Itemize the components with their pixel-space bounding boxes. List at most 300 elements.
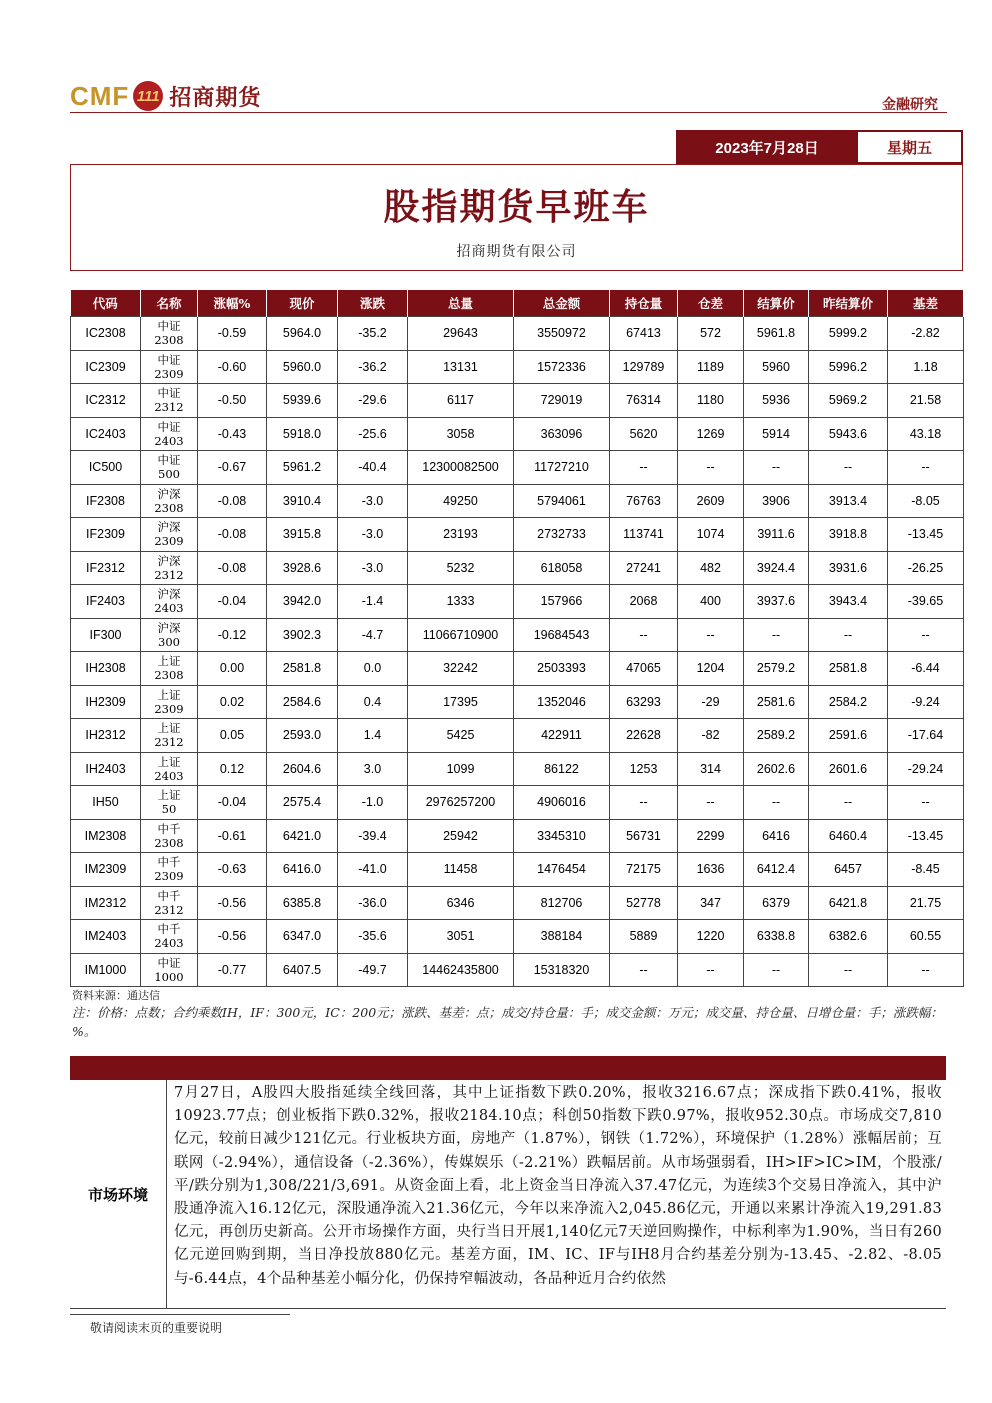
contract-code: IM2309 — [71, 853, 141, 887]
contract-name-index: 沪深 — [157, 553, 181, 568]
contract-name-index: 沪深 — [157, 587, 181, 602]
contract-name-index: 中证 — [157, 453, 181, 468]
contract-name — [141, 551, 198, 585]
table-header-cell: 持仓量 — [610, 290, 678, 317]
table-cell: 618058 — [514, 551, 610, 585]
table-header-cell: 现价 — [267, 290, 338, 317]
table-cell: 11458 — [408, 853, 514, 887]
table-cell: 3058 — [408, 417, 514, 451]
table-cell: 5960.0 — [267, 350, 338, 384]
company-name: 招商期货有限公司 — [456, 244, 577, 260]
table-cell: 0.02 — [198, 685, 267, 719]
table-cell: 3910.4 — [267, 484, 338, 518]
table-cell: 1572336 — [514, 350, 610, 384]
table-cell: -41.0 — [338, 853, 408, 887]
table-cell: 3924.4 — [744, 551, 809, 585]
page-title: 股指期货早班车 — [383, 186, 650, 228]
table-cell: -- — [610, 618, 678, 652]
table-cell: 157966 — [514, 585, 610, 619]
table-cell: 3.0 — [338, 752, 408, 786]
table-cell: 43.18 — [888, 417, 964, 451]
table-cell: -- — [809, 786, 888, 820]
contract-name — [141, 350, 198, 384]
table-row — [71, 350, 964, 384]
table-cell: 6347.0 — [267, 920, 338, 954]
table-cell: -36.2 — [338, 350, 408, 384]
table-cell: -- — [610, 451, 678, 485]
section-label: 市场环境 — [70, 1080, 167, 1308]
table-cell: -25.6 — [338, 417, 408, 451]
table-cell: 2581.8 — [809, 652, 888, 686]
contract-name — [141, 886, 198, 920]
table-cell: -2.82 — [888, 317, 964, 351]
table-cell: 2584.6 — [267, 685, 338, 719]
company-logo — [70, 78, 261, 114]
table-cell: 76314 — [610, 384, 678, 418]
table-row — [71, 685, 964, 719]
table-cell: 32242 — [408, 652, 514, 686]
table-cell: -3.0 — [338, 518, 408, 552]
table-cell: 400 — [678, 585, 744, 619]
table-cell: -29.24 — [888, 752, 964, 786]
table-cell: -0.59 — [198, 317, 267, 351]
table-row — [71, 551, 964, 585]
contract-name — [141, 618, 198, 652]
table-cell: -0.61 — [198, 819, 267, 853]
table-cell: 5943.6 — [809, 417, 888, 451]
contract-name-index: 中证 — [157, 319, 181, 334]
table-row — [71, 953, 964, 987]
table-cell: -26.25 — [888, 551, 964, 585]
table-cell: -39.4 — [338, 819, 408, 853]
table-cell: -- — [809, 618, 888, 652]
contract-name-index: 上证 — [157, 754, 181, 769]
header-divider — [70, 112, 947, 113]
contract-name — [141, 719, 198, 753]
table-cell: 5914 — [744, 417, 809, 451]
table-cell: 13131 — [408, 350, 514, 384]
table-cell: 23193 — [408, 518, 514, 552]
table-row — [71, 484, 964, 518]
report-date: 2023年7月28日 — [678, 132, 856, 162]
table-cell: 2584.2 — [809, 685, 888, 719]
contract-name-month: 2312 — [154, 902, 184, 917]
table-cell: 2581.6 — [744, 685, 809, 719]
table-cell: -35.2 — [338, 317, 408, 351]
table-cell: 572 — [678, 317, 744, 351]
table-cell: -17.64 — [888, 719, 964, 753]
contract-name-index: 中证 — [157, 955, 181, 970]
table-cell: 60.55 — [888, 920, 964, 954]
table-cell: -35.6 — [338, 920, 408, 954]
contract-name-index: 中千 — [157, 922, 181, 937]
contract-name-index: 上证 — [157, 788, 181, 803]
contract-code: IH2403 — [71, 752, 141, 786]
table-cell: -- — [888, 786, 964, 820]
logo-chinese: 招商期货 — [169, 84, 262, 111]
table-header-cell: 基差 — [888, 290, 964, 317]
contract-name-month: 500 — [158, 467, 180, 482]
table-cell: -- — [744, 618, 809, 652]
table-cell: 363096 — [514, 417, 610, 451]
contract-name-month: 300 — [158, 634, 180, 649]
table-cell: 2579.2 — [744, 652, 809, 686]
table-cell: -4.7 — [338, 618, 408, 652]
table-cell: -0.08 — [198, 518, 267, 552]
contract-code: IH50 — [71, 786, 141, 820]
table-header-row — [71, 290, 964, 317]
table-cell: -0.12 — [198, 618, 267, 652]
table-cell: 5969.2 — [809, 384, 888, 418]
table-cell: 11727210 — [514, 451, 610, 485]
contract-name — [141, 685, 198, 719]
table-cell: -- — [888, 953, 964, 987]
contract-name — [141, 652, 198, 686]
table-cell: -9.24 — [888, 685, 964, 719]
table-cell: 347 — [678, 886, 744, 920]
table-row — [71, 317, 964, 351]
contract-name-month: 2308 — [154, 835, 184, 850]
contract-code: IM1000 — [71, 953, 141, 987]
report-weekday: 星期五 — [856, 132, 961, 162]
table-cell: -0.04 — [198, 585, 267, 619]
table-cell: 3051 — [408, 920, 514, 954]
contract-code: IC2308 — [71, 317, 141, 351]
logo-badge-icon: 111 — [133, 81, 163, 111]
table-row — [71, 886, 964, 920]
table-cell: 2604.6 — [267, 752, 338, 786]
table-cell: 1.4 — [338, 719, 408, 753]
table-cell: -82 — [678, 719, 744, 753]
table-cell: 6385.8 — [267, 886, 338, 920]
contract-name-month: 2309 — [154, 869, 184, 884]
table-cell: 5889 — [610, 920, 678, 954]
table-cell: 5425 — [408, 719, 514, 753]
table-cell: 0.12 — [198, 752, 267, 786]
contract-code: IF2312 — [71, 551, 141, 585]
table-header-cell: 昨结算价 — [809, 290, 888, 317]
table-cell: 2068 — [610, 585, 678, 619]
table-row — [71, 384, 964, 418]
table-cell: 2601.6 — [809, 752, 888, 786]
contract-name-month: 2403 — [154, 768, 184, 783]
table-cell: -8.05 — [888, 484, 964, 518]
table-cell: 729019 — [514, 384, 610, 418]
table-cell: 3915.8 — [267, 518, 338, 552]
table-cell: 1269 — [678, 417, 744, 451]
contract-name-index: 上证 — [157, 687, 181, 702]
contract-name-month: 2312 — [154, 400, 184, 415]
table-cell: -6.44 — [888, 652, 964, 686]
table-cell: 1253 — [610, 752, 678, 786]
table-cell: 6460.4 — [809, 819, 888, 853]
table-cell: 56731 — [610, 819, 678, 853]
table-cell: -- — [610, 953, 678, 987]
table-cell: 6407.5 — [267, 953, 338, 987]
contract-name-index: 上证 — [157, 654, 181, 669]
table-cell: -3.0 — [338, 484, 408, 518]
table-cell: 22628 — [610, 719, 678, 753]
table-row — [71, 719, 964, 753]
market-environment-section — [70, 1080, 946, 1309]
table-cell: 3913.4 — [809, 484, 888, 518]
table-cell: -- — [678, 618, 744, 652]
contract-name-index: 沪深 — [157, 620, 181, 635]
table-cell: 3928.6 — [267, 551, 338, 585]
contract-code: IH2312 — [71, 719, 141, 753]
table-header-cell: 涨跌 — [338, 290, 408, 317]
contract-name-index: 中千 — [157, 888, 181, 903]
table-cell: -- — [678, 451, 744, 485]
contract-code: IH2309 — [71, 685, 141, 719]
table-cell: 3345310 — [514, 819, 610, 853]
table-cell: 6412.4 — [744, 853, 809, 887]
table-cell: 482 — [678, 551, 744, 585]
contract-code: IC2312 — [71, 384, 141, 418]
contract-name — [141, 451, 198, 485]
table-body — [71, 317, 964, 987]
table-cell: -- — [744, 786, 809, 820]
table-cell: -0.08 — [198, 551, 267, 585]
table-cell: 3911.6 — [744, 518, 809, 552]
contract-name-index: 中证 — [157, 419, 181, 434]
table-cell: 1189 — [678, 350, 744, 384]
table-cell: -0.56 — [198, 920, 267, 954]
table-cell: 4906016 — [514, 786, 610, 820]
table-cell: 1.18 — [888, 350, 964, 384]
contract-name-month: 1000 — [154, 969, 184, 984]
table-cell: 1333 — [408, 585, 514, 619]
table-cell: 1099 — [408, 752, 514, 786]
table-cell: 3906 — [744, 484, 809, 518]
table-cell: -8.45 — [888, 853, 964, 887]
table-cell: 5996.2 — [809, 350, 888, 384]
table-cell: 1476454 — [514, 853, 610, 887]
contract-name — [141, 819, 198, 853]
contract-name-index: 中千 — [157, 855, 181, 870]
table-cell: -13.45 — [888, 819, 964, 853]
table-cell: 6346 — [408, 886, 514, 920]
contract-name — [141, 853, 198, 887]
table-row — [71, 417, 964, 451]
table-cell: 2581.8 — [267, 652, 338, 686]
table-cell: 6382.6 — [809, 920, 888, 954]
data-source: 资料来源：通达信 — [72, 989, 160, 1002]
contract-name — [141, 484, 198, 518]
contract-code: IM2308 — [71, 819, 141, 853]
table-row — [71, 786, 964, 820]
department-label: 金融研究 — [882, 97, 938, 113]
table-cell: 0.4 — [338, 685, 408, 719]
futures-quote-table — [70, 290, 964, 987]
contract-name — [141, 920, 198, 954]
contract-name-index: 沪深 — [157, 520, 181, 535]
table-cell: -49.7 — [338, 953, 408, 987]
contract-name — [141, 953, 198, 987]
table-cell: 5961.8 — [744, 317, 809, 351]
table-cell: 2589.2 — [744, 719, 809, 753]
table-cell: -0.50 — [198, 384, 267, 418]
contract-name — [141, 317, 198, 351]
logo-latin: CMF — [70, 80, 130, 111]
footer-notice: 敬请阅读末页的重要说明 — [90, 1321, 223, 1335]
table-cell: 1180 — [678, 384, 744, 418]
table-row — [71, 585, 964, 619]
table-cell: 6379 — [744, 886, 809, 920]
contract-code: IM2403 — [71, 920, 141, 954]
table-row — [71, 920, 964, 954]
table-cell: 29643 — [408, 317, 514, 351]
table-cell: -- — [888, 618, 964, 652]
table-cell: -0.43 — [198, 417, 267, 451]
table-cell: 1204 — [678, 652, 744, 686]
table-cell: 5960 — [744, 350, 809, 384]
table-cell: -- — [678, 786, 744, 820]
table-cell: -39.65 — [888, 585, 964, 619]
table-cell: -3.0 — [338, 551, 408, 585]
table-cell: 72175 — [610, 853, 678, 887]
table-cell: 1074 — [678, 518, 744, 552]
table-cell: 6457 — [809, 853, 888, 887]
table-cell: 17395 — [408, 685, 514, 719]
table-cell: 113741 — [610, 518, 678, 552]
table-cell: 3942.0 — [267, 585, 338, 619]
table-cell: -- — [809, 451, 888, 485]
table-cell: -0.04 — [198, 786, 267, 820]
table-cell: -0.60 — [198, 350, 267, 384]
table-row — [71, 819, 964, 853]
contract-name-month: 2309 — [154, 701, 184, 716]
contract-name-month: 2308 — [154, 333, 184, 348]
table-header-cell: 总金额 — [514, 290, 610, 317]
table-cell: -40.4 — [338, 451, 408, 485]
table-cell: -0.67 — [198, 451, 267, 485]
table-cell: 6416 — [744, 819, 809, 853]
table-cell: -29.6 — [338, 384, 408, 418]
table-cell: 5918.0 — [267, 417, 338, 451]
table-cell: 129789 — [610, 350, 678, 384]
table-row — [71, 853, 964, 887]
table-row — [71, 451, 964, 485]
table-row — [71, 752, 964, 786]
contract-name — [141, 752, 198, 786]
table-cell: 21.58 — [888, 384, 964, 418]
contract-name — [141, 417, 198, 451]
table-header-cell: 涨幅% — [198, 290, 267, 317]
table-cell: -- — [809, 953, 888, 987]
table-cell: 2602.6 — [744, 752, 809, 786]
table-cell: 5620 — [610, 417, 678, 451]
contract-name-month: 2403 — [154, 433, 184, 448]
table-cell: -- — [744, 953, 809, 987]
table-cell: 5961.2 — [267, 451, 338, 485]
table-cell: 3918.8 — [809, 518, 888, 552]
table-cell: 47065 — [610, 652, 678, 686]
contract-code: IH2308 — [71, 652, 141, 686]
table-header-cell: 名称 — [141, 290, 198, 317]
table-cell: 15318320 — [514, 953, 610, 987]
contract-code: IF2308 — [71, 484, 141, 518]
table-cell: 27241 — [610, 551, 678, 585]
table-cell: 21.75 — [888, 886, 964, 920]
table-cell: 3931.6 — [809, 551, 888, 585]
contract-name-month: 2308 — [154, 668, 184, 683]
table-cell: -- — [610, 786, 678, 820]
table-header-cell: 仓差 — [678, 290, 744, 317]
contract-name — [141, 518, 198, 552]
table-cell: 25942 — [408, 819, 514, 853]
table-row — [71, 652, 964, 686]
contract-code: IF300 — [71, 618, 141, 652]
table-cell: 2575.4 — [267, 786, 338, 820]
table-cell: 67413 — [610, 317, 678, 351]
table-cell: 11066710900 — [408, 618, 514, 652]
table-cell: 5999.2 — [809, 317, 888, 351]
table-cell: 2976257200 — [408, 786, 514, 820]
table-cell: 3937.6 — [744, 585, 809, 619]
table-cell: 2591.6 — [809, 719, 888, 753]
contract-code: IF2403 — [71, 585, 141, 619]
table-cell: 0.00 — [198, 652, 267, 686]
contract-name — [141, 585, 198, 619]
contract-name-month: 2309 — [154, 366, 184, 381]
table-cell: 0.0 — [338, 652, 408, 686]
table-cell: -1.4 — [338, 585, 408, 619]
contract-code: IF2309 — [71, 518, 141, 552]
contract-name-month: 2403 — [154, 601, 184, 616]
contract-name-index: 沪深 — [157, 486, 181, 501]
table-cell: -13.45 — [888, 518, 964, 552]
table-cell: 422911 — [514, 719, 610, 753]
contract-code: IC500 — [71, 451, 141, 485]
contract-code: IC2309 — [71, 350, 141, 384]
table-header-cell: 总量 — [408, 290, 514, 317]
date-bar — [676, 130, 963, 164]
table-cell: 6421.0 — [267, 819, 338, 853]
table-header-cell: 代码 — [71, 290, 141, 317]
table-cell: 2609 — [678, 484, 744, 518]
table-cell: -0.08 — [198, 484, 267, 518]
table-cell: 5964.0 — [267, 317, 338, 351]
table-cell: 3550972 — [514, 317, 610, 351]
contract-name-month: 2309 — [154, 534, 184, 549]
table-row — [71, 518, 964, 552]
table-cell: 6117 — [408, 384, 514, 418]
table-cell: 0.05 — [198, 719, 267, 753]
table-cell: 5232 — [408, 551, 514, 585]
table-cell: 6416.0 — [267, 853, 338, 887]
table-cell: 2732733 — [514, 518, 610, 552]
table-cell: -- — [888, 451, 964, 485]
table-cell: 388184 — [514, 920, 610, 954]
contract-name-month: 50 — [161, 802, 177, 817]
table-cell: 76763 — [610, 484, 678, 518]
table-cell: 2503393 — [514, 652, 610, 686]
table-cell: 52778 — [610, 886, 678, 920]
contract-name-index: 中千 — [157, 821, 181, 836]
table-cell: 19684543 — [514, 618, 610, 652]
table-cell: 6421.8 — [809, 886, 888, 920]
table-cell: -36.0 — [338, 886, 408, 920]
table-cell: 1636 — [678, 853, 744, 887]
table-cell: -1.0 — [338, 786, 408, 820]
table-cell: -- — [744, 451, 809, 485]
table-cell: 63293 — [610, 685, 678, 719]
contract-name-index: 中证 — [157, 386, 181, 401]
table-cell: -0.63 — [198, 853, 267, 887]
table-cell: 12300082500 — [408, 451, 514, 485]
section-header-bar — [70, 1056, 946, 1080]
